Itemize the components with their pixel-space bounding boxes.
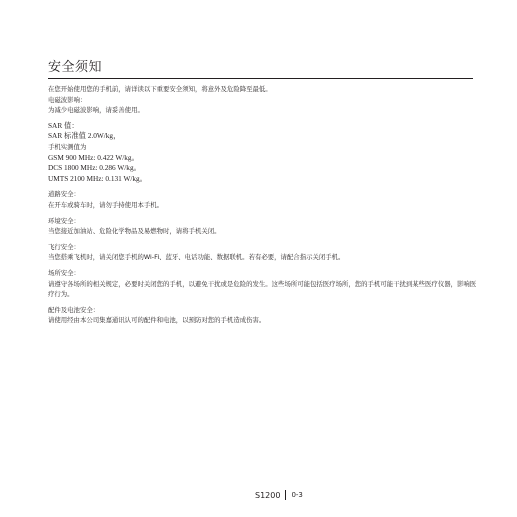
intro-text: 在您开始使用您的手机前，请详读以下重要安全须知，将意外及危险降至最低。	[48, 85, 272, 93]
sar-dcs: DCS 1800 MHz: 0.286 W/kg。	[48, 163, 141, 173]
venue-text: 请遵守各场所的相关规定，必要时关闭您的手机，以避免干扰或是危险的发生。这些场所可能包括医疗场所，您的手机可能干扰到某些医疗仪器，影响医疗行为。	[48, 279, 477, 299]
section-intro	[48, 84, 478, 116]
sar-measured-label: 手机实测值为	[48, 142, 87, 151]
accessories-text: 请使用经由本公司集嘉通讯认可的配件和电池，以预防对您的手机造成伤害。	[48, 316, 266, 325]
model-name: S1200	[255, 490, 281, 500]
section-environment	[48, 216, 478, 237]
page-number: 0-3	[291, 491, 303, 499]
section-sar	[48, 121, 478, 185]
environment-heading: 环境安全：	[48, 216, 80, 225]
flight-text: 当您搭乘飞机时，请关闭您手机的Wi-Fi、蓝牙、电话功能、数据联机。若有必要，请配合指示关闭手机。	[48, 253, 345, 262]
emi-heading: 电磁波影响：	[48, 95, 87, 104]
section-accessories	[48, 305, 478, 326]
section-venue	[48, 268, 478, 300]
venue-heading: 场所安全：	[48, 268, 80, 277]
page-title: 安全须知	[48, 59, 103, 75]
sar-gsm: GSM 900 MHz: 0.422 W/kg。	[48, 152, 139, 162]
title-divider	[48, 78, 473, 79]
sar-heading: SAR 值：	[48, 120, 79, 130]
flight-heading: 飞行安全：	[48, 242, 80, 251]
safety-content	[48, 84, 478, 326]
environment-text: 当您接近加油站、危险化学物品及易燃物时，请将手机关闭。	[48, 227, 221, 236]
sar-umts: UMTS 2100 MHz: 0.131 W/kg。	[48, 173, 147, 183]
sar-standard: SAR 标准值 2.0W/kg，	[48, 131, 121, 141]
section-road	[48, 189, 478, 210]
footer-separator	[285, 490, 286, 500]
section-flight	[48, 242, 478, 263]
emi-text: 为减少电磁波影响，请妥善使用。	[48, 106, 144, 115]
accessories-heading: 配件及电池安全：	[48, 305, 100, 314]
road-text: 在开车或骑车时，请勿手持使用本手机。	[48, 200, 164, 209]
page-footer	[255, 490, 303, 500]
road-heading: 道路安全：	[48, 190, 80, 199]
